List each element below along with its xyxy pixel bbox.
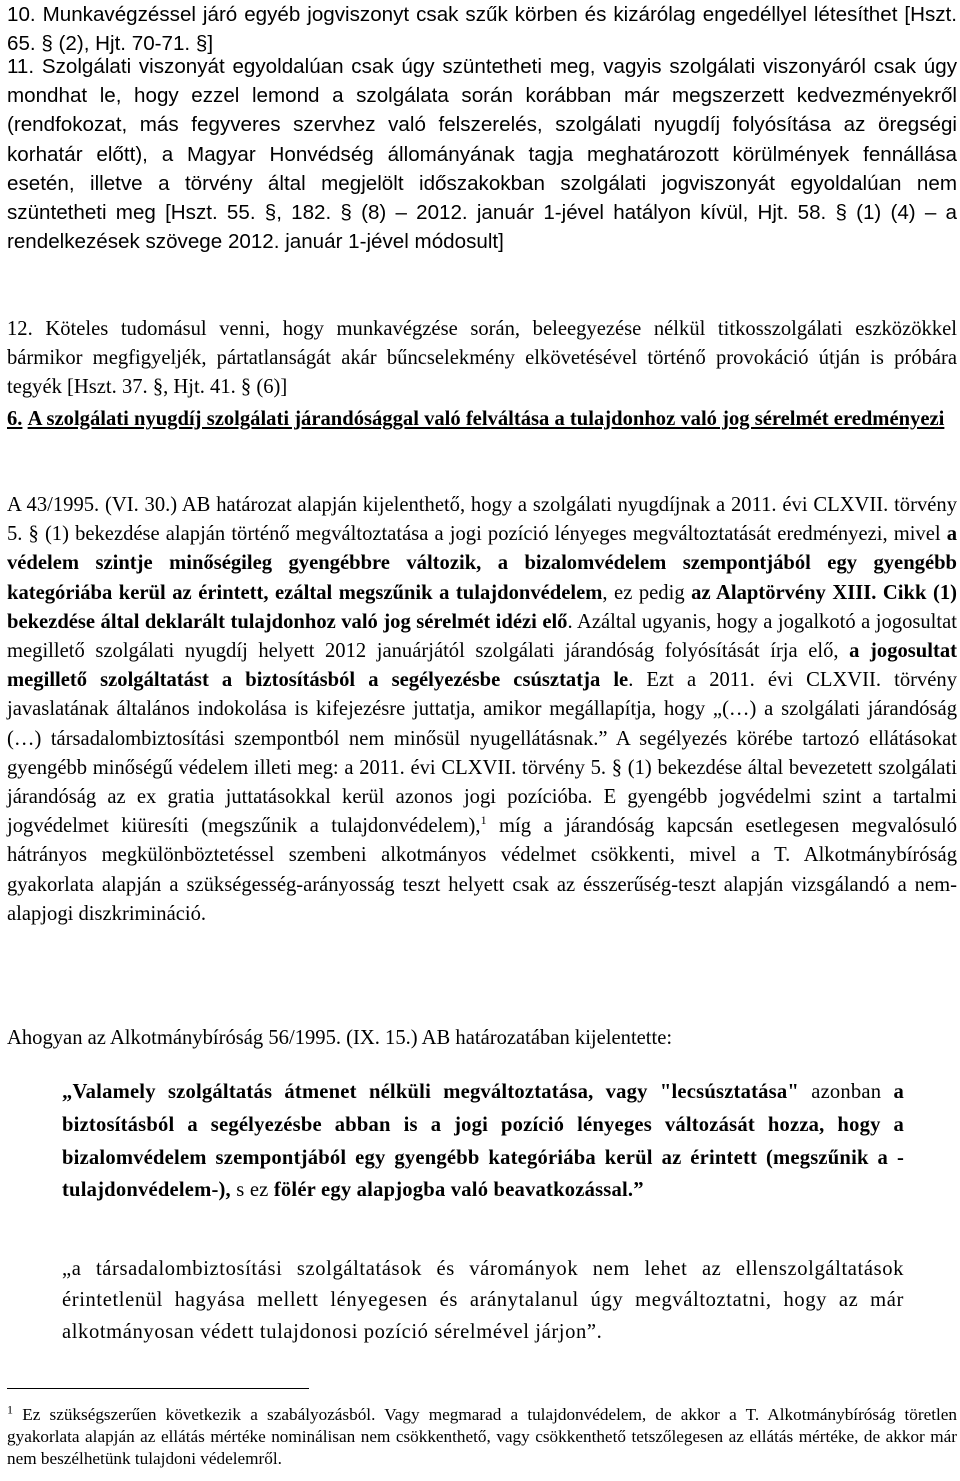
section-heading xyxy=(7,405,957,434)
body-text-3: . Azáltal ugyanis, hogy a jogalkotó a jogosultat megillető szolgálati nyugdíj helyett 2012 januárjától szolgálati járandóság folyósítását írja elő, xyxy=(7,610,957,663)
body-bold-1: a védelem szintje minőségileg gyengébbre változik, a bizalomvédelem szempontjából egy gyengébb kategóriába kerül az érintett, ezáltal megszűnik a tulajdonvédelem xyxy=(7,523,957,604)
block-quote-1 xyxy=(62,1076,904,1207)
quote1-plain-2: s ez xyxy=(230,1179,274,1202)
footnote-text: Ez szükségszerűen következik a szabályozásból. Vagy megmarad a tulajdonvédelem, de akkor a T. Alkotmánybíróság töretlen gyakorlata alapján az ellátás mértéke nominálisan nem csökkenthető, vagy csökkenthető tetszőlegesen az ellátás mértéke, de akkor már nem beszélhetünk tulajdoni védelemről. xyxy=(7,1405,957,1468)
body-paragraph xyxy=(7,491,957,929)
quote-intro: Ahogyan az Alkotmánybíróság 56/1995. (IX. 15.) AB határozatában kijelentette: xyxy=(7,1027,673,1049)
quote1-plain: azonban xyxy=(799,1081,894,1103)
block-quote-2: „a társadalombiztosítási szolgáltatások és várományok nem lehet az ellenszolgáltatások érintetlenül hagyása mellett lényegesen és aránytalanul úgy megváltoztatni, hogy az már alkotmányosan védett tulajdonosi pozíció sérelmével járjon”. xyxy=(62,1258,904,1343)
paragraph-item-12: 12. Köteles tudomásul venni, hogy munkavégzése során, beleegyezése nélkül titkosszolgálati eszközökkel bármikor megfigyeljék, pártatlanságát akár bűncselekmény elkövetésével történő provokáció útján is próbára tegyék [Hszt. 37. §, Hjt. 41. § (6)] xyxy=(7,318,957,399)
section-title: A szolgálati nyugdíj szolgálati járandósággal való felváltása a tulajdonhoz való jog sérelmét eredményezi xyxy=(27,408,945,430)
section-number: 6. xyxy=(7,408,23,430)
quote1-bold-2: fölér egy alapjogba való beavatkozással.” xyxy=(273,1179,644,1202)
body-text-5: míg a járandóság kapcsán esetlegesen megvalósuló hátrányos megkülönböztetéssel szembeni alkotmányos védelmet csökkenti, mivel a T. Alkotmánybíróság gyakorlata alapján a szükségesség-arányosság teszt helyett csak az ésszerűség-teszt alapján vizsgálandó a nem-alapjogi diszkrimináció. xyxy=(7,815,958,925)
footnote xyxy=(7,1404,957,1470)
footnote-separator xyxy=(7,1388,309,1389)
paragraph-item-10: 10. Munkavégzéssel járó egyéb jogviszonyt csak szűk körben és kizárólag engedéllyel létesíthet [Hszt. 65. § (2), Hjt. 70-71. §] xyxy=(7,3,957,56)
footnote-marker: 1 xyxy=(7,1402,13,1417)
body-text-1: A 43/1995. (VI. 30.) AB határozat alapján kijelenthető, hogy a szolgálati nyugdíjnak a 2011. évi CLXVII. törvény 5. § (1) bekezdése alapján történő megváltoztatása a jogi pozíció lényeges megváltoztatását eredményezi, mivel xyxy=(7,494,957,546)
body-bold-2: az Alaptörvény XIII. Cikk (1) bekezdése által deklarált tulajdonhoz való jog sérelmét idézi elő xyxy=(7,581,957,633)
body-text-2: , ez pedig xyxy=(602,581,692,604)
quote1-opening: „Valamely szolgáltatás átmenet nélküli megváltoztatása, vagy "lecsúsztatása" xyxy=(62,1081,799,1103)
body-bold-3: a jogosultat megillető szolgáltatást a biztosításból a segélyezésbe csúsztatja le xyxy=(7,640,957,692)
quote1-bold: a biztosításból a segélyezésbe abban is a jogi pozíció lényeges változását hozza, hogy a bizalomvédelem szempontjából egy gyengébb kategóriába kerül az érintett (megszűnik a - tulajdonvédelem-), xyxy=(62,1081,904,1202)
paragraph-item-11: 11. Szolgálati viszonyát egyoldalúan csak úgy szüntetheti meg, vagyis szolgálati viszonyáról csak úgy mondhat le, hogy ezzel lemond a szolgálata során korábban már megszerzett kedvezményekről (rendfokozat, más fegyveres szervhez való felszerelés, szolgálati nyugdíj folyósítása az öregségi korhatár előtt), a Magyar Honvédség állományának tagja meghatározott körülmények fennállása esetén, illetve a törvény által megjelölt időszakokban szolgálati jogviszonyát egyoldalúan nem szüntetheti meg [Hszt. 55. §, 182. § (8) – 2012. január 1-jével hatályon kívül, Hjt. 58. § (1) (4) – a rendelkezések szövege 2012. január 1-jével módosult] xyxy=(7,55,957,254)
footnote-reference: 1 xyxy=(480,813,487,828)
body-text-4: . Ezt a 2011. évi CLXVII. törvény javaslatának általános indokolása is kifejezésre juttatja, amikor megállapítja, hogy „(…) a szolgálati járandóság (…) társadalombiztosítási szempontból nem minősül nyugellátásnak.” A segélyezés körébe tartozó ellátásokat gyengébb minőségű védelem illeti meg: a 2011. évi CLXVII. törvény 5. § (1) bekezdése által bevezetett szolgálati járandóság az ex gratia juttatásokkal kerül azonos jogi pozícióba. E gyengébb jogvédelmi szint a tartalmi jogvédelmet kiüresíti (megszűnik a tulajdonvédelem), xyxy=(7,669,958,838)
